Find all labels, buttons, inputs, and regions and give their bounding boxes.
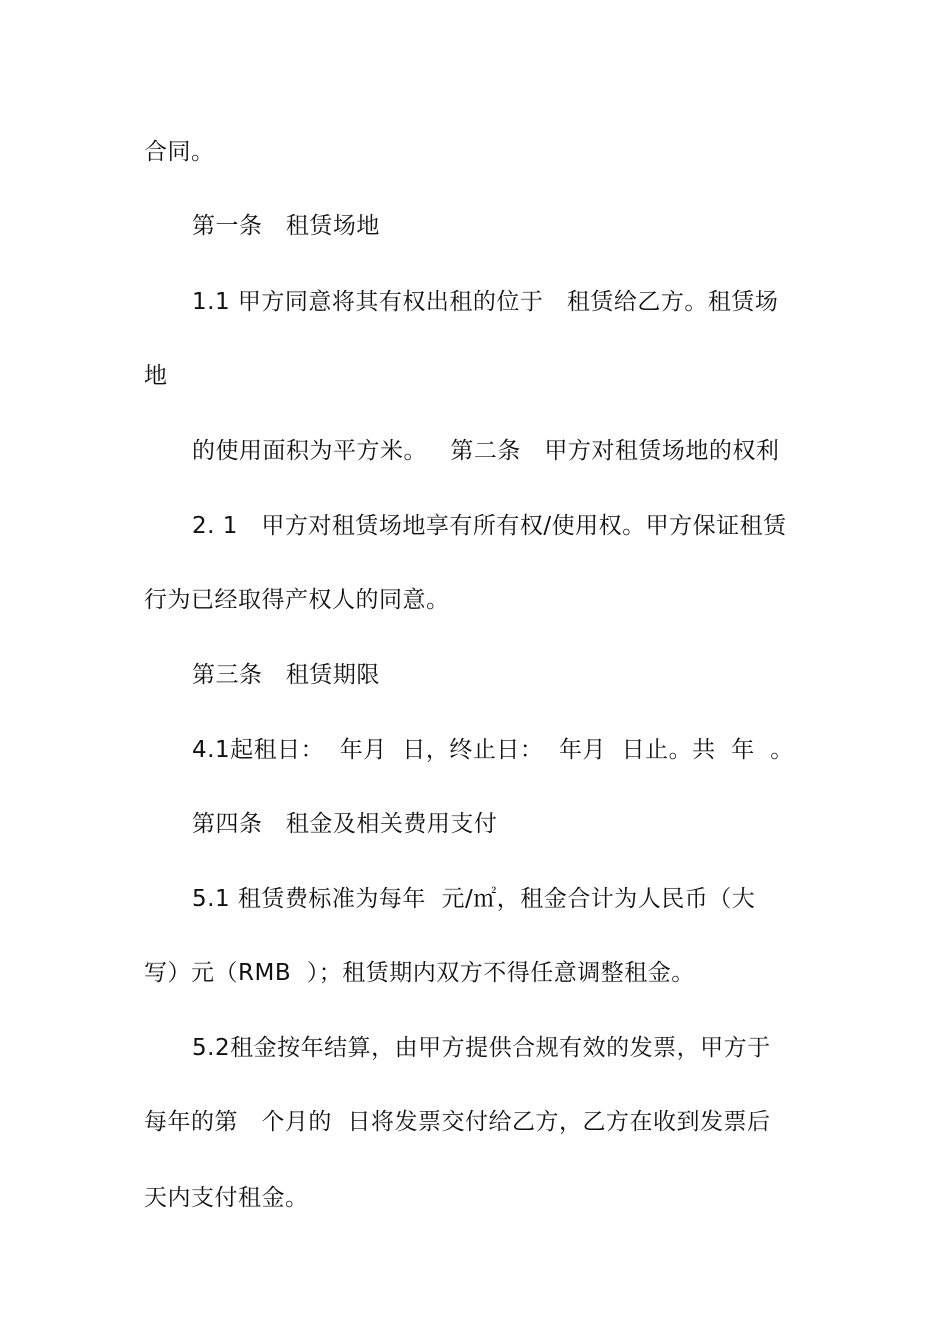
text-line: 行为已经取得产权人的同意。	[144, 587, 450, 613]
text-line: 5.2租金按年结算，由甲方提供合规有效的发票，甲方于	[192, 1035, 771, 1061]
section-heading: 第四条 租金及相关费用支付	[192, 811, 498, 837]
text-line: 2. 1 甲方对租赁场地享有所有权/使用权。甲方保证租赁	[192, 513, 787, 539]
section-heading: 第一条 租赁场地	[192, 213, 380, 239]
text-line: 的使用面积为平方米。 第二条 甲方对租赁场地的权利	[192, 438, 780, 464]
text-line: 1.1 甲方同意将其有权出租的位于 租赁给乙方。租赁场	[192, 289, 779, 315]
text-line: 地	[144, 363, 168, 389]
text-line: 5.1 租赁费标准为每年 元/㎡，租金合计为人民币（大	[192, 886, 756, 912]
text-line: 4.1起租日： 年月 日，终止日： 年月 日止。共 年 。	[192, 737, 794, 763]
section-heading: 第三条 租赁期限	[192, 662, 380, 688]
text-line: 写）元（RMB ）；租赁期内双方不得任意调整租金。	[144, 960, 695, 986]
text-line: 每年的第 个月的 日将发票交付给乙方，乙方在收到发票后	[144, 1109, 771, 1135]
text-line: 合同。	[144, 139, 215, 165]
text-line: 天内支付租金。	[144, 1185, 309, 1211]
